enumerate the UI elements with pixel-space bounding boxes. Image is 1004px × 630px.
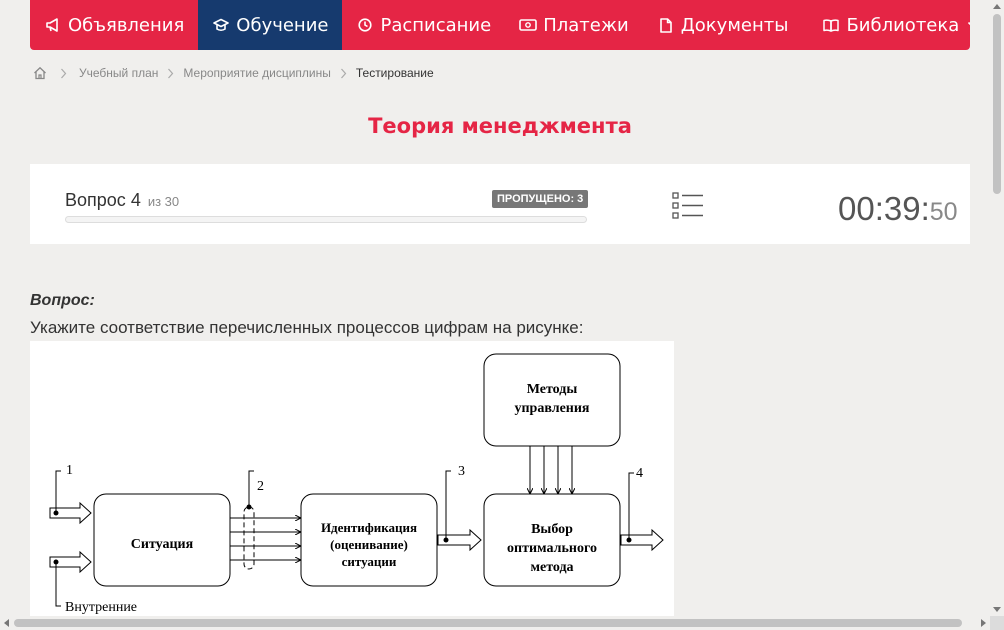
question-figure — [30, 341, 674, 616]
breadcrumb-item[interactable]: Учебный план — [79, 66, 159, 80]
megaphone-icon — [44, 16, 62, 34]
nav-item-library[interactable] — [808, 0, 970, 50]
chevron-right-icon — [60, 68, 67, 79]
question-total: из 30 — [147, 194, 180, 209]
methods-label-2: управления — [514, 401, 590, 416]
nav-item-education[interactable] — [198, 0, 342, 50]
nav-item-label: Объявления — [68, 14, 185, 36]
methods-label-1: Методы — [526, 382, 578, 397]
chevron-down-icon — [967, 21, 970, 29]
methods-box — [484, 354, 620, 446]
scrollbar-corner — [990, 616, 1004, 630]
breadcrumb — [33, 63, 434, 83]
scroll-thumb[interactable] — [993, 14, 1001, 194]
book-icon — [822, 16, 840, 34]
process-diagram — [30, 341, 674, 616]
timer-seconds: 50 — [929, 198, 958, 226]
question-text: Укажите соответствие перечисленных процессов цифрам на рисунке: — [30, 318, 584, 337]
scroll-right-icon[interactable] — [981, 619, 986, 627]
breadcrumb-current: Тестирование — [355, 66, 434, 80]
nav-item-announcements[interactable] — [30, 0, 198, 50]
scroll-left-icon[interactable] — [4, 619, 9, 627]
main-nav — [30, 0, 970, 50]
question-word: Вопрос — [65, 190, 126, 210]
nav-item-label: Библиотека — [846, 14, 960, 36]
horizontal-scrollbar[interactable] — [0, 616, 990, 630]
page-title: Теория менеджмента — [368, 114, 632, 138]
identification-label-3: ситуации — [341, 554, 397, 569]
document-icon — [657, 16, 675, 34]
choice-label-1: Выбор — [531, 522, 573, 537]
marker-2: 2 — [257, 479, 264, 494]
skipped-badge: ПРОПУЩЕНО: 3 — [492, 190, 588, 208]
graduation-cap-icon — [212, 16, 230, 34]
marker-4: 4 — [636, 466, 643, 481]
identification-label-1: Идентификация — [320, 520, 418, 535]
nav-item-schedule[interactable] — [342, 0, 505, 50]
nav-item-label: Обучение — [236, 14, 329, 36]
scroll-thumb[interactable] — [14, 619, 962, 627]
breadcrumb-item[interactable]: Мероприятие дисциплины — [183, 66, 331, 80]
chevron-right-icon — [167, 68, 174, 79]
question-counter — [65, 190, 179, 211]
timer-main: 00:39: — [838, 190, 930, 227]
progress-bar — [65, 216, 587, 223]
identification-label-2: (оценивание) — [330, 537, 408, 552]
countdown-timer — [838, 190, 958, 228]
nav-item-documents[interactable] — [643, 0, 803, 50]
marker-1: 1 — [66, 463, 73, 478]
internal-caption: Внутренние — [65, 600, 138, 615]
choice-label-3: метода — [530, 560, 574, 575]
question-status-card — [30, 164, 970, 244]
nav-item-payments[interactable] — [505, 0, 643, 50]
situation-label: Ситуация — [130, 537, 194, 552]
vertical-scrollbar[interactable] — [990, 0, 1004, 616]
home-icon[interactable] — [33, 66, 47, 80]
scroll-up-icon[interactable] — [993, 4, 1001, 9]
chevron-right-icon — [340, 68, 347, 79]
question-number: 4 — [130, 190, 141, 210]
question-heading: Вопрос: — [30, 292, 95, 309]
choice-label-2: оптимального — [507, 541, 597, 556]
nav-item-label: Документы — [680, 14, 789, 36]
question-list-icon[interactable] — [672, 192, 704, 225]
marker-3: 3 — [458, 464, 465, 479]
nav-item-label: Расписание — [380, 14, 492, 36]
money-icon — [519, 16, 537, 34]
nav-item-label: Платежи — [543, 14, 629, 36]
clock-icon — [356, 16, 374, 34]
scroll-down-icon[interactable] — [993, 607, 1001, 612]
